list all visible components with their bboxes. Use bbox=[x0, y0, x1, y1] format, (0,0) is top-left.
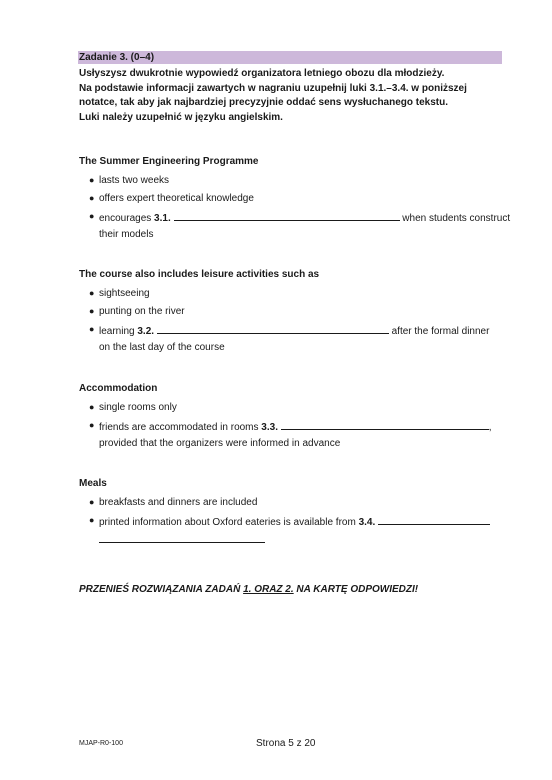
instruction-line: Na podstawie informacji zawartych w nagraniu uzupełnij luki 3.1.–3.4. w poniższej bbox=[79, 82, 467, 94]
item-continuation: provided that the organizers were informed in advance bbox=[99, 438, 341, 449]
instruction-line: notatce, tak aby jak najbardziej precyzyjnie oddać sens wysłuchanego tekstu. bbox=[79, 97, 449, 109]
instruction-line: Usłyszysz dwukrotnie wypowiedź organizatora letniego obozu dla młodzieży. bbox=[79, 68, 445, 79]
gap-number: 3.2. bbox=[137, 326, 155, 337]
exam-code: MJAP-R0-100 bbox=[79, 740, 123, 747]
bullet-icon: ● bbox=[89, 306, 95, 316]
gap-number: 3.1. bbox=[154, 213, 171, 224]
gap-number: 3.4. bbox=[358, 517, 376, 528]
bullet-icon: ● bbox=[89, 288, 95, 298]
bullet-icon: ● bbox=[89, 324, 95, 334]
section-heading: Meals bbox=[79, 478, 107, 489]
task-numbers: 1. ORAZ 2. bbox=[243, 584, 294, 595]
item-continuation: on the last day of the course bbox=[99, 342, 225, 353]
item-continuation: their models bbox=[99, 229, 154, 240]
bullet-icon: ● bbox=[89, 515, 95, 525]
section-heading: The course also includes leisure activities such as bbox=[79, 269, 320, 280]
answer-blank-3-2[interactable] bbox=[157, 323, 389, 334]
bullet-icon: ● bbox=[89, 193, 95, 203]
section-heading: The Summer Engineering Programme bbox=[79, 156, 259, 167]
bullet-icon: ● bbox=[89, 420, 95, 430]
bullet-icon: ● bbox=[89, 497, 95, 507]
answer-blank-3-4-continued[interactable] bbox=[99, 532, 265, 543]
gap-number: 3.3. bbox=[261, 422, 278, 433]
bullet-icon: ● bbox=[89, 211, 95, 221]
bullet-icon: ● bbox=[89, 175, 95, 185]
answer-blank-3-3[interactable] bbox=[281, 419, 489, 430]
answer-blank-3-4[interactable] bbox=[378, 514, 490, 525]
instruction-line: Luki należy uzupełnić w języku angielskim. bbox=[79, 111, 283, 123]
task-instructions bbox=[79, 67, 503, 125]
task-header: Zadanie 3. (0–4) bbox=[79, 52, 155, 63]
page-number: Strona 5 z 20 bbox=[256, 738, 316, 749]
transfer-instruction: PRZENIEŚ ROZWIĄZANIA ZADAŃ 1. ORAZ 2. NA KARTĘ ODPOWIEDZI! bbox=[79, 584, 419, 595]
answer-blank-3-1[interactable] bbox=[174, 210, 400, 221]
bullet-icon: ● bbox=[89, 402, 95, 412]
item-continuation bbox=[99, 532, 265, 547]
task-header-bar bbox=[78, 51, 502, 64]
section-heading: Accommodation bbox=[79, 383, 158, 394]
